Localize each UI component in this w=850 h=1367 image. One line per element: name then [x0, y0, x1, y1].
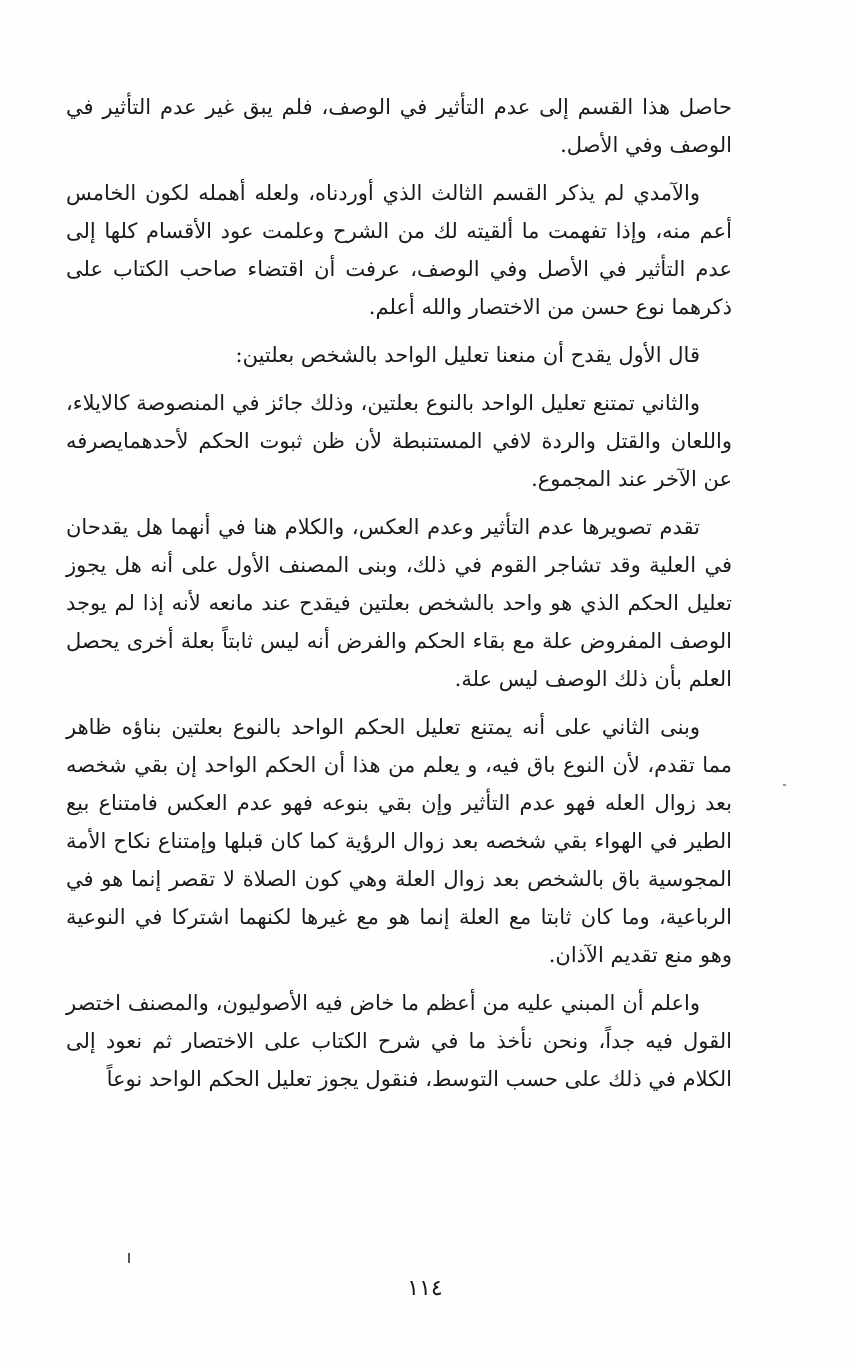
- scan-speck: [783, 784, 786, 786]
- paragraph-7: واعلم أن المبني عليه من أعظم ما خاض فيه الأصوليون، والمصنف اختصر القول فيه جداً، ونحن نأخذ ما في شرح الكتاب على الاختصار ثم نعود إلى الكلام في ذلك على حسب التوسط، فنقول يجوز تعليل الحكم الواحد نوعاً: [66, 991, 732, 1091]
- paragraph-6: وبنى الثاني على أنه يمتنع تعليل الحكم الواحد بالنوع بعلتين بناؤه ظاهر مما تقدم، لأن النوع باق فيه، و يعلم من هذا أن الحكم الواحد إن بقي شخصه بعد زوال العله فهو عدم التأثير وإن بقي بنوعه فهو عدم العكس فامتناع بيع الطير في الهواء بقي شخصه بعد زوال الرؤية كما كان قبلها وإمتناع نكاح الأمة المجوسية باق بالشخص بعد زوال العلة وهي كون الصلاة لا تقصر إنما هو في الرباعية، وما كان ثابتا مع العلة إنما هو مع غيرها لكنهما اشتركا في النوعية وهو منع تقديم الآذان.: [66, 715, 732, 967]
- stray-ink-mark: [128, 1253, 130, 1263]
- paragraph-4: والثاني تمتنع تعليل الواحد بالنوع بعلتين، وذلك جائز في المنصوصة كالايلاء، واللعان والقتل والردة لافي المستنبطة لأن ظن ثبوت الحكم لأحدهمايصرفه عن الآخر عند المجموع.: [66, 391, 732, 491]
- paragraph-5: تقدم تصويرها عدم التأثير وعدم العكس، والكلام هنا في أنهما هل يقدحان في العلية وقد تشاجر القوم في ذلك، وبنى المصنف الأول على أنه هل يجوز تعليل الحكم الذي هو واحد بالشخص بعلتين فيقدح عند مانعه لأنه إذا لم يوجد الوصف المفروض علة مع بقاء الحكم والفرض أنه ليس ثابتاً بعلة أخرى يحصل العلم بأن ذلك الوصف ليس علة.: [66, 515, 732, 691]
- paragraph-3: قال الأول يقدح أن منعنا تعليل الواحد بالشخص بعلتين:: [235, 343, 700, 367]
- paragraph-2: والآمدي لم يذكر القسم الثالث الذي أوردناه، ولعله أهمله لكون الخامس أعم منه، وإذا تفهمت ما ألقيته لك من الشرح وعلمت عود الأقسام كلها إلى عدم التأثير في الأصل وفي الوصف، عرفت أن اقتضاء صاحب الكتاب على ذكرهما نوع حسن من الاختصار والله أعلم.: [66, 181, 732, 319]
- page-number: ١١٤: [407, 1276, 443, 1301]
- paragraph-1: حاصل هذا القسم إلى عدم التأثير في الوصف، فلم يبق غير عدم التأثير في الوصف وفي الأصل.: [66, 95, 732, 157]
- page-body-text: [66, 88, 732, 1108]
